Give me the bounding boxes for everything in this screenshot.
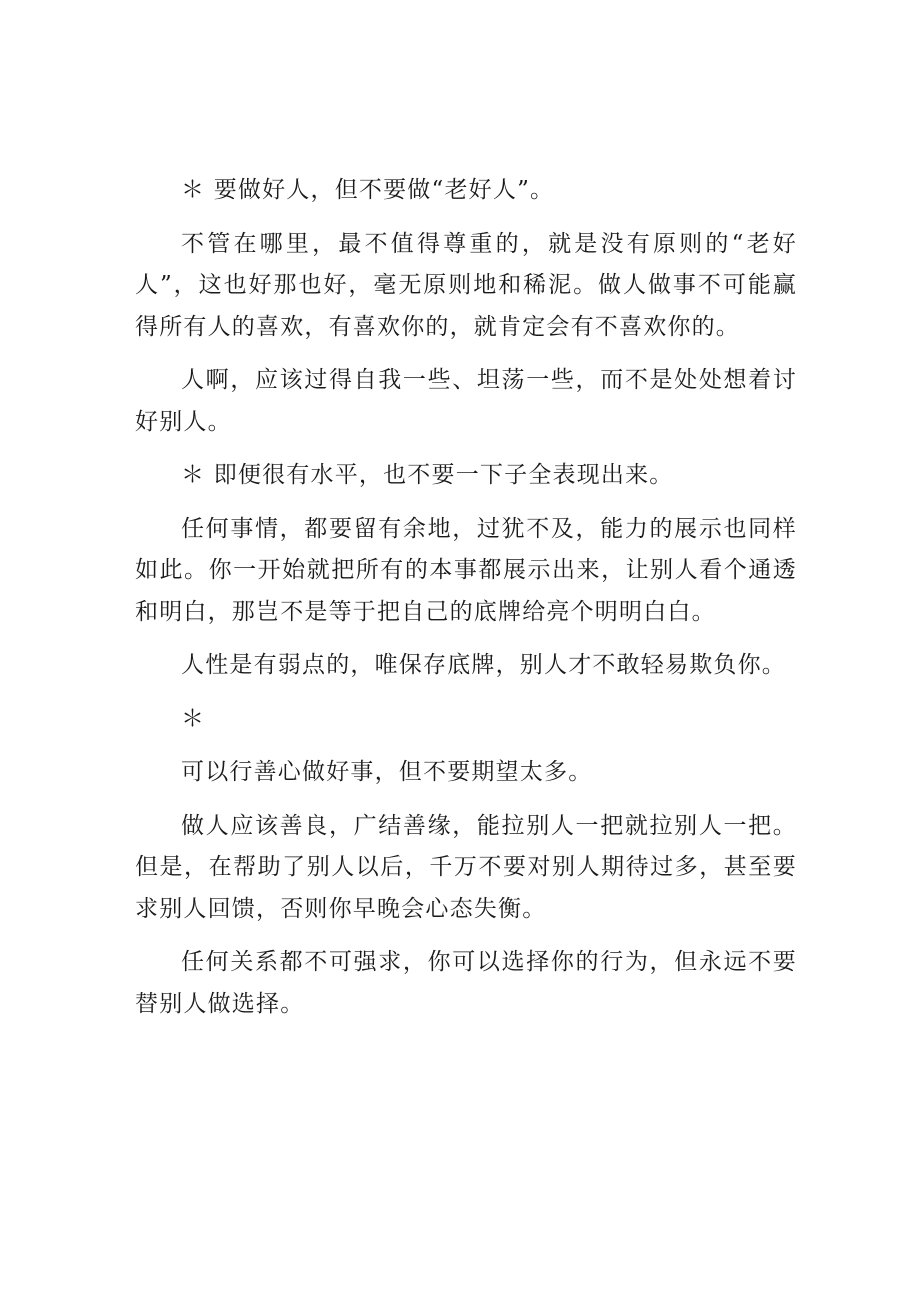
heading-do-good: 可以行善心做好事，但不要期望太多。 xyxy=(181,759,593,785)
paragraph: 人啊，应该过得自我一些、坦荡一些，而不是处处想着讨好别人。 xyxy=(135,367,797,435)
paragraph: 人性是有弱点的，唯保存底牌，别人才不敢轻易欺负你。 xyxy=(181,652,786,678)
heading-good-person: ＊ 要做好人，但不要做“老好人”。 xyxy=(181,177,555,203)
paragraph: 做人应该善良，广结善缘，能拉别人一把就拉别人一把。但是，在帮助了别人以后，千万不要对别人期待过多，甚至要求别人回馈，否则你早晚会心态失衡。 xyxy=(135,812,797,922)
paragraph: 任何关系都不可强求，你可以选择你的行为，但永远不要替别人做选择。 xyxy=(135,949,797,1017)
document-body xyxy=(135,170,797,1025)
section-marker: ＊ xyxy=(181,705,206,732)
paragraph: 不管在哪里，最不值得尊重的，就是没有原则的“老好人”，这也好那也好，毫无原则地和稀泥。做人做事不可能赢得所有人的喜欢，有喜欢你的，就肯定会有不喜欢你的。 xyxy=(135,230,797,340)
paragraph: 任何事情，都要留有余地，过犹不及，能力的展示也同样如此。你一开始就把所有的本事都展示出来，让别人看个通透和明白，那岂不是等于把自己的底牌给亮个明明白白。 xyxy=(135,515,797,625)
heading-hide-ability: ＊ 即便很有水平，也不要一下子全表现出来。 xyxy=(181,462,674,488)
